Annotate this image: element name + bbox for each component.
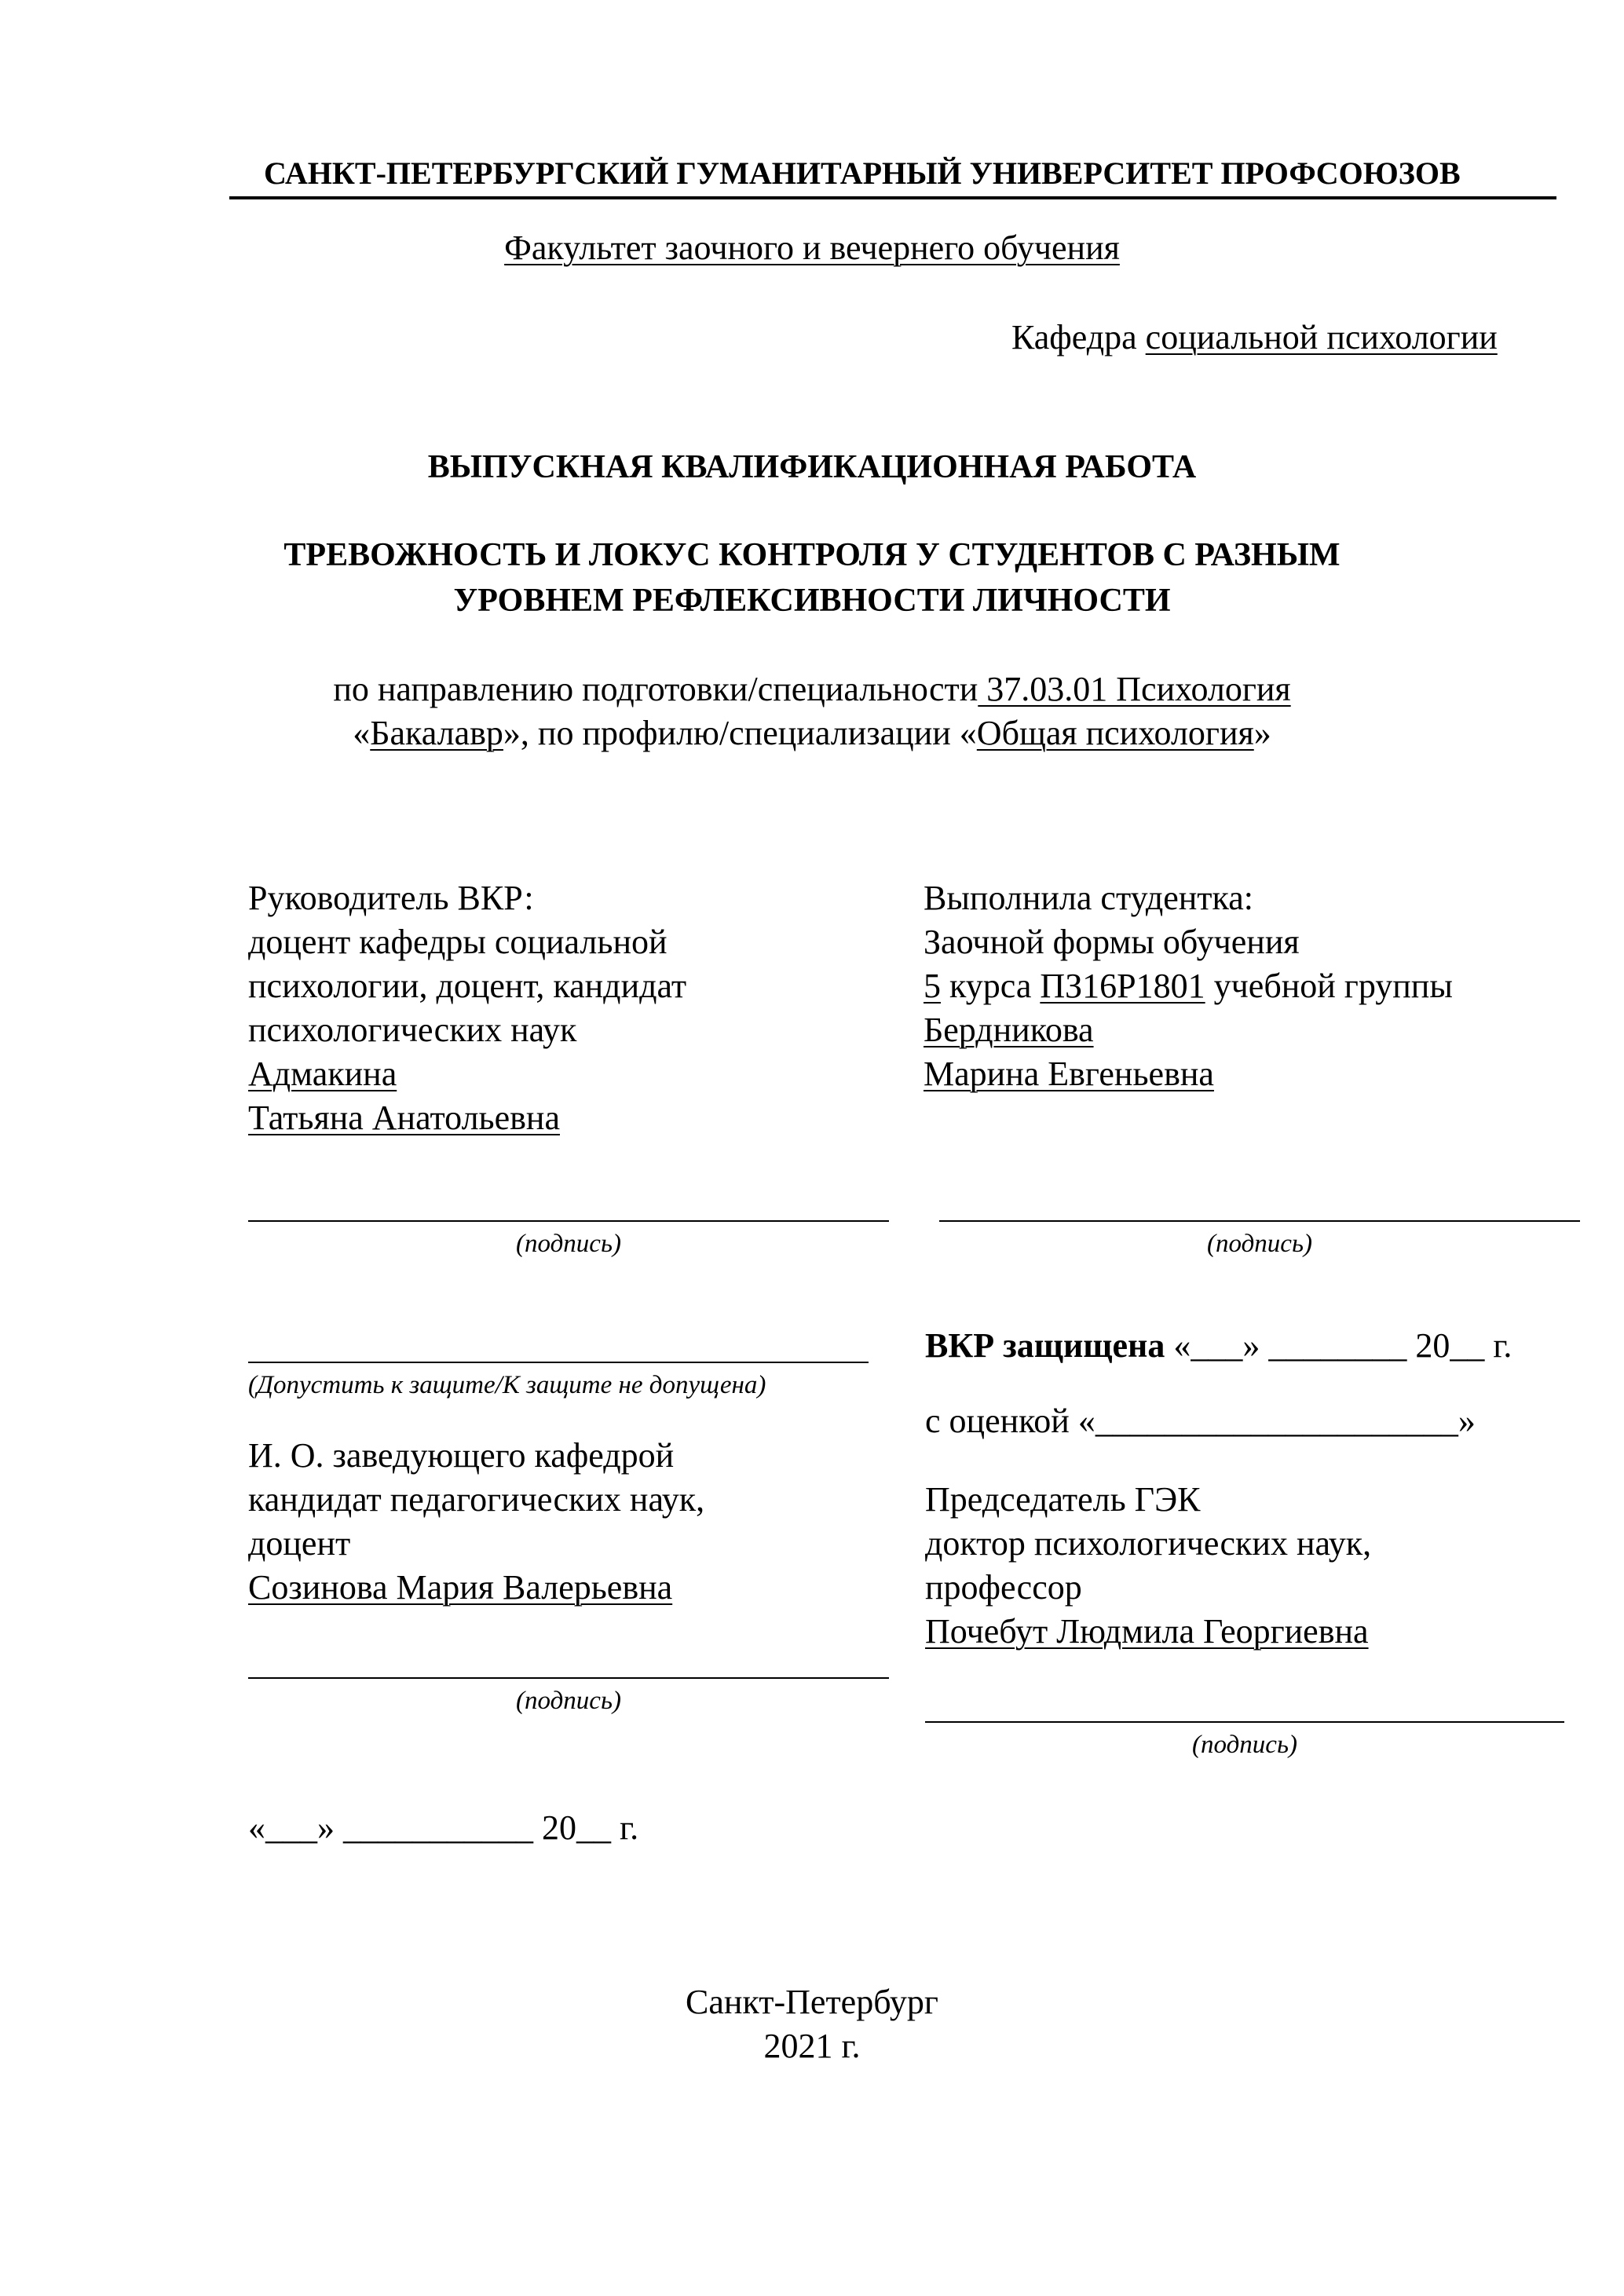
student-signature-caption: (подпись) [1207,1230,1312,1258]
work-title-line-2: УРОВНЕМ РЕФЛЕКСИВНОСТИ ЛИЧНОСТИ [453,583,1171,619]
department-head-degree: кандидат педагогических наук, [248,1480,705,1519]
defense-label: ВКР защищена [925,1326,1165,1365]
gek-chair-degree: доктор психологических наук, [925,1524,1372,1563]
supervisor-block [248,876,892,1140]
student-block [924,876,1599,1096]
department-head-signature-line [248,1677,889,1679]
degree-value: Бакалавр [370,714,503,752]
defense-grade: с оценкой «_____________________» [925,1402,1476,1440]
faculty-name [0,226,1624,270]
profile-text: », по профилю/специализации « [503,714,977,752]
direction-value: 37.03.01 Психология [978,670,1291,708]
student-group: ПЗ16Р1801 [1040,967,1205,1005]
profile-value: Общая психология [976,714,1254,752]
defense-date: «___» ________ 20__ г. [1165,1326,1512,1365]
department-line [1011,316,1561,360]
gek-chair-signature-caption: (подпись) [1192,1731,1297,1759]
student-course-line [924,964,1599,1008]
gek-chair-rank: профессор [925,1568,1082,1607]
supervisor-position-1: доцент кафедры социальной [248,923,668,961]
student-group-suffix: учебной группы [1205,967,1453,1005]
department-head-name: Созинова Мария Валерьевна [248,1568,673,1607]
gek-chair-signature-line [925,1721,1564,1723]
student-name: Марина Евгеньевна [924,1055,1214,1093]
profile-line [0,711,1624,755]
admission-date: «___» ___________ 20__ г. [248,1808,639,1847]
supervisor-position-2: психологии, доцент, кандидат [248,967,687,1005]
supervisor-signature-line [248,1220,889,1222]
direction-prefix: по направлению подготовки/специальности [333,670,978,708]
work-title-line-1: ТРЕВОЖНОСТЬ И ЛОКУС КОНТРОЛЯ У СТУДЕНТОВ С РАЗНЫМ [283,537,1341,573]
header-divider [229,196,1556,199]
student-heading: Выполнила студентка: [924,879,1253,917]
direction-line [0,667,1624,711]
footer-city: Санкт-Петербург [686,1983,938,2021]
faculty-text: Факультет заочного и вечернего обучения [504,229,1120,267]
student-study-form: Заочной формы обучения [924,923,1300,961]
student-course-word: курса [941,967,1041,1005]
supervisor-position-3: психологических наук [248,1011,577,1049]
supervisor-signature-caption: (подпись) [516,1230,621,1258]
student-signature-line [939,1220,1580,1222]
department-head-title: И. О. заведующего кафедрой [248,1436,675,1475]
supervisor-name: Татьяна Анатольевна [248,1099,560,1137]
footer-year: 2021 г. [763,2027,861,2065]
profile-close-quote: » [1253,714,1271,752]
gek-chair-name: Почебут Людмила Георгиевна [925,1612,1369,1651]
supervisor-surname: Адмакина [248,1055,397,1093]
student-surname: Бердникова [924,1011,1094,1049]
defense-line [925,1324,1616,1368]
admission-caption: (Допустить к защите/К защите не допущена) [248,1371,766,1399]
supervisor-heading: Руководитель ВКР: [248,879,534,917]
student-course-number: 5 [924,967,941,1005]
work-type: ВЫПУСКНАЯ КВАЛИФИКАЦИОННАЯ РАБОТА [427,449,1197,485]
admission-line [248,1362,869,1363]
department-head-rank: доцент [248,1524,351,1563]
department-name: социальной психологии [1145,318,1498,356]
department-head-block [248,1434,892,1610]
university-name: САНКТ-ПЕТЕРБУРГСКИЙ ГУМАНИТАРНЫЙ УНИВЕРСИТЕТ ПРОФСОЮЗОВ [264,155,1461,191]
department-head-signature-caption: (подпись) [516,1687,621,1715]
department-prefix: Кафедра [1011,318,1146,356]
gek-chair-block [925,1478,1600,1654]
degree-open-quote: « [353,714,371,752]
gek-chair-heading: Председатель ГЭК [925,1480,1201,1519]
